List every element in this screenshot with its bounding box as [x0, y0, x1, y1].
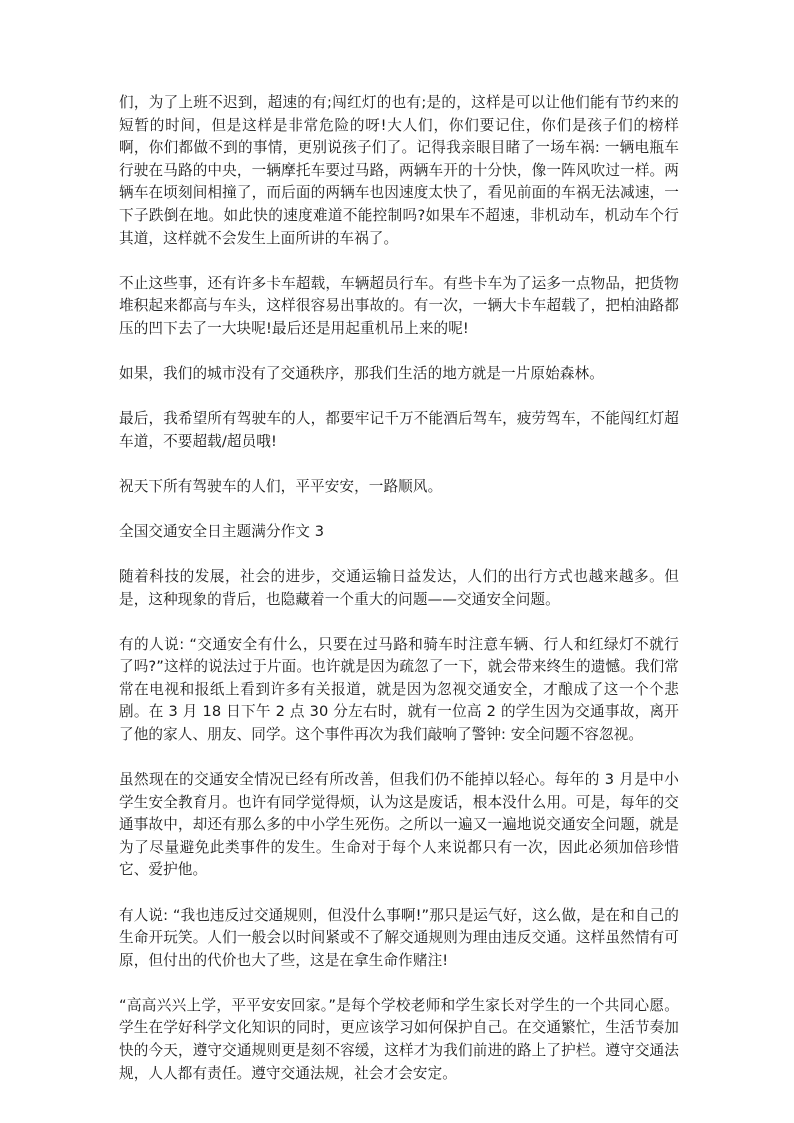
- body-paragraph-2: 不止这些事，还有许多卡车超载，车辆超员行车。有些卡车为了运多一点物品，把货物堆积起来都高与车头，这样很容易出事故的。有一次，一辆大卡车超载了，把柏油路都压的凹下去了一大块呢!最后还是用起重机吊上来的呢!: [119, 274, 679, 337]
- body-paragraph-9: 有人说: “我也违反过交通规则，但没什么事啊!”那只是运气好，这么做，是在和自己的生命开玩笑。人们一般会以时间紧或不了解交通规则为理由违反交通。这样虽然情有可原，但付出的代价也大了些，这是在拿生命作赌注!: [119, 906, 680, 969]
- body-paragraph-3: 如果，我们的城市没有了交通秩序，那我们生活的地方就是一片原始森林。: [119, 364, 604, 382]
- body-paragraph-6: 随着科技的发展，社会的进步，交通运输日益发达，人们的出行方式也越来越多。但是，这种现象的背后，也隐藏着一个重大的问题——交通安全问题。: [119, 567, 679, 608]
- body-paragraph-7: 有的人说: “交通安全有什么，只要在过马路和骑车时注意车辆、行人和红绿灯不就行了吗?”这样的说法过于片面。也许就是因为疏忽了一下，就会带来终生的遗憾。我们常常在电视和报纸上看到许多有关报道，就是因为忽视交通安全，才酿成了这一个个悲剧。在 3 月 18 日下午 2 点 30 分左右时，就有一位高 2 的学生因为交通事故，离开了他的家人、朋友、同学。这个事件再次为我们敲响了警钟: 安全问题不容忽视。: [119, 635, 679, 743]
- body-paragraph-10: “高高兴兴上学，平平安安回家。”是每个学校老师和学生家长对学生的一个共同心愿。学生在学好科学文化知识的同时，更应该学习如何保护自己。在交通繁忙，生活节奏加快的今天，遵守交通规则更是刻不容缓，这样才为我们前进的路上了护栏。遵守交通法规，人人都有责任。遵守交通法规，社会才会安定。: [119, 996, 679, 1082]
- body-paragraph-5: 祝天下所有驾驶车的人们，平平安安，一路顺风。: [119, 477, 443, 495]
- body-paragraph-1: 们，为了上班不迟到，超速的有;闯红灯的也有;是的，这样是可以让他们能有节约来的短暂的时间，但是这样是非常危险的呀!大人们，你们要记住，你们是孩子们的榜样啊，你们都做不到的事情，更别说孩子们了。记得我亲眼目睹了一场车祸: 一辆电瓶车行驶在马路的中央，一辆摩托车要过马路，两辆车开的十分快，像一阵风吹过一样。两辆车在顷刻间相撞了，而后面的两辆车也因速度太快了，看见前面的车祸无法减速，一下子跌倒在地。如此快的速度难道不能控制吗?如果车不超速，非机动车，机动车个行其道，这样就不会发生上面所讲的车祸了。: [119, 94, 679, 247]
- body-paragraph-4: 最后，我希望所有驾驶车的人，都要牢记千万不能酒后驾车，疲劳驾车，不能闯红灯超车道，不要超载/超员哦!: [119, 410, 679, 450]
- document-page: [119, 92, 679, 1108]
- section-title: 全国交通安全日主题满分作文 3: [119, 522, 325, 540]
- body-paragraph-8: 虽然现在的交通安全情况已经有所改善，但我们仍不能掉以轻心。每年的 3 月是中小学生安全教育月。也许有同学觉得烦，认为这是废话，根本没什么用。可是，每年的交通事故中，却还有那么多的中小学生死伤。之所以一遍又一遍地说交通安全问题，就是为了尽量避免此类事件的发生。生命对于每个人来说都只有一次，因此必须加倍珍惜它、爱护他。: [119, 771, 679, 879]
